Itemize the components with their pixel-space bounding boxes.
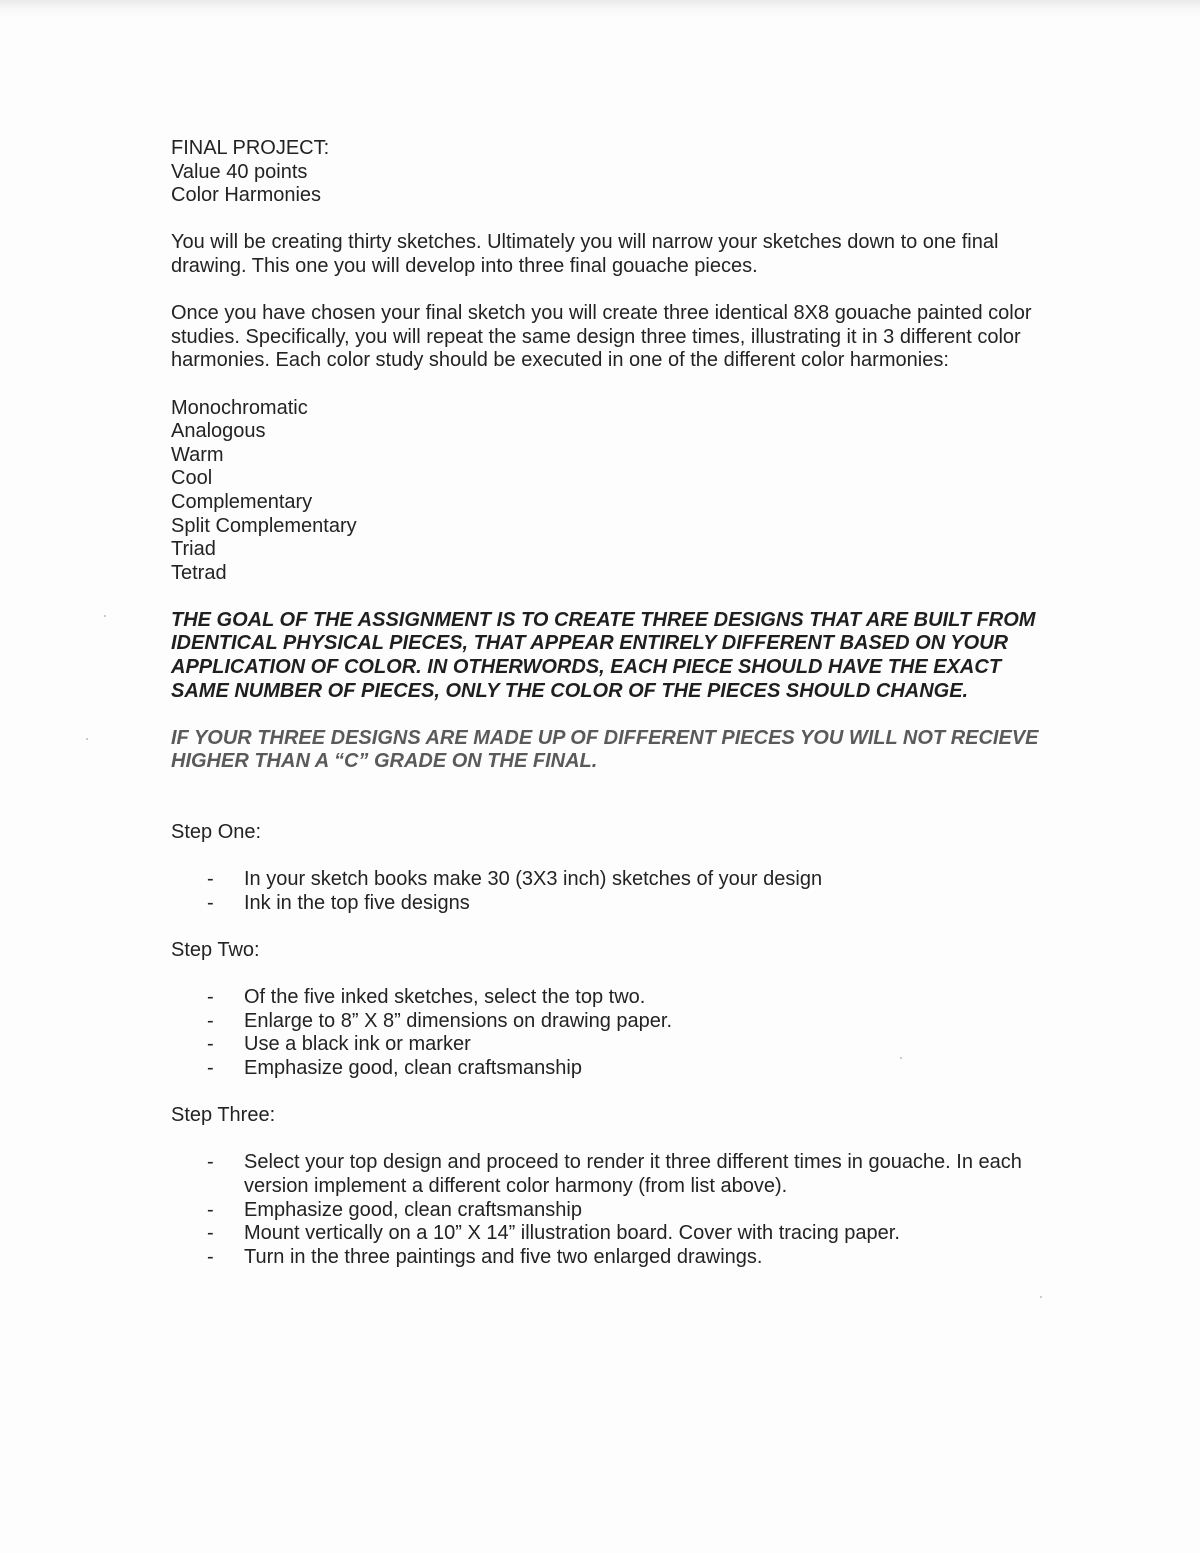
project-subject: Color Harmonies bbox=[171, 184, 322, 207]
step-one-list bbox=[171, 868, 1051, 915]
assignment-goal: THE GOAL OF THE ASSIGNMENT IS TO CREATE THREE DESIGNS THAT ARE BUILT FROM IDENTICAL PHYSICAL PIECES, THAT APPEAR ENTIRELY DIFFERENT BASED ON YOUR APPLICATION OF COLOR. IN OTHERWORDS, EACH PIECE SHOULD HAVE THE EXACT SAME NUMBER OF PIECES, ONLY THE COLOR OF THE PIECES SHOULD CHANGE. bbox=[171, 608, 1036, 702]
harmony-item: Tetrad bbox=[171, 561, 227, 584]
list-item-text: Select your top design and proceed to render it three different times in gouache. In each version implement a different color harmony (from list above). bbox=[244, 1151, 1022, 1197]
list-item-text: Emphasize good, clean craftsmanship bbox=[244, 1056, 582, 1079]
scan-speck bbox=[104, 615, 106, 617]
dash-bullet: - bbox=[207, 1033, 214, 1056]
dash-bullet: - bbox=[207, 1245, 214, 1268]
dash-bullet: - bbox=[207, 1198, 214, 1221]
step-two-list bbox=[171, 986, 1051, 1080]
dash-bullet: - bbox=[207, 868, 214, 891]
dash-bullet: - bbox=[207, 1151, 214, 1174]
harmony-item: Analogous bbox=[171, 420, 266, 443]
harmony-item: Triad bbox=[171, 538, 216, 561]
harmony-item: Monochromatic bbox=[171, 396, 308, 419]
list-item bbox=[171, 1057, 1051, 1081]
dash-bullet: - bbox=[207, 986, 214, 1009]
dash-bullet: - bbox=[207, 1056, 214, 1079]
list-item bbox=[171, 1010, 1051, 1034]
intro-paragraph-1: You will be creating thirty sketches. Ultimately you will narrow your sketches down to one final drawing. This one you will develop into three final gouache pieces. bbox=[171, 231, 999, 277]
project-value: Value 40 points bbox=[171, 160, 308, 183]
grade-warning: IF YOUR THREE DESIGNS ARE MADE UP OF DIFFERENT PIECES YOU WILL NOT RECIEVE HIGHER THAN A “C” GRADE ON THE FINAL. bbox=[171, 726, 1039, 773]
dash-bullet: - bbox=[207, 891, 214, 914]
step-two-heading: Step Two: bbox=[171, 939, 260, 961]
list-item bbox=[171, 1033, 1051, 1057]
scan-speck bbox=[1040, 1296, 1042, 1298]
harmony-item: Cool bbox=[171, 467, 213, 490]
list-item bbox=[171, 868, 1051, 892]
list-item-text: Of the five inked sketches, select the top two. bbox=[244, 986, 646, 1009]
list-item bbox=[171, 1199, 1051, 1223]
list-item bbox=[171, 1222, 1051, 1246]
list-item bbox=[171, 892, 1051, 916]
harmony-item: Split Complementary bbox=[171, 514, 357, 537]
list-item-text: Emphasize good, clean craftsmanship bbox=[244, 1198, 582, 1221]
list-item-text: Mount vertically on a 10” X 14” illustration board. Cover with tracing paper. bbox=[244, 1222, 900, 1245]
step-three-heading: Step Three: bbox=[171, 1104, 276, 1127]
harmony-item: Complementary bbox=[171, 490, 313, 513]
list-item-text: Enlarge to 8” X 8” dimensions on drawing paper. bbox=[244, 1009, 673, 1032]
document-body bbox=[171, 137, 1051, 1269]
list-item-text: Turn in the three paintings and five two enlarged drawings. bbox=[244, 1245, 763, 1268]
list-item bbox=[171, 1151, 1051, 1198]
harmony-list bbox=[171, 397, 1051, 586]
intro-paragraph-2: Once you have chosen your final sketch you will create three identical 8X8 gouache painted color studies. Specifically, you will repeat the same design three times, illustrating it in 3 different color harmonies. Each color study should be executed in one of the different color harmonies: bbox=[171, 302, 1032, 372]
step-one-heading: Step One: bbox=[171, 821, 262, 844]
list-item-text: Use a black ink or marker bbox=[244, 1033, 471, 1056]
list-item-text: In your sketch books make 30 (3X3 inch) sketches of your design bbox=[244, 868, 823, 891]
dash-bullet: - bbox=[207, 1009, 214, 1032]
dash-bullet: - bbox=[207, 1222, 214, 1245]
step-three-list bbox=[171, 1151, 1051, 1269]
list-item bbox=[171, 1246, 1051, 1270]
list-item bbox=[171, 986, 1051, 1010]
scan-speck bbox=[86, 738, 88, 740]
project-title: FINAL PROJECT: bbox=[171, 137, 330, 159]
list-item-text: Ink in the top five designs bbox=[244, 891, 470, 914]
harmony-item: Warm bbox=[171, 443, 224, 466]
